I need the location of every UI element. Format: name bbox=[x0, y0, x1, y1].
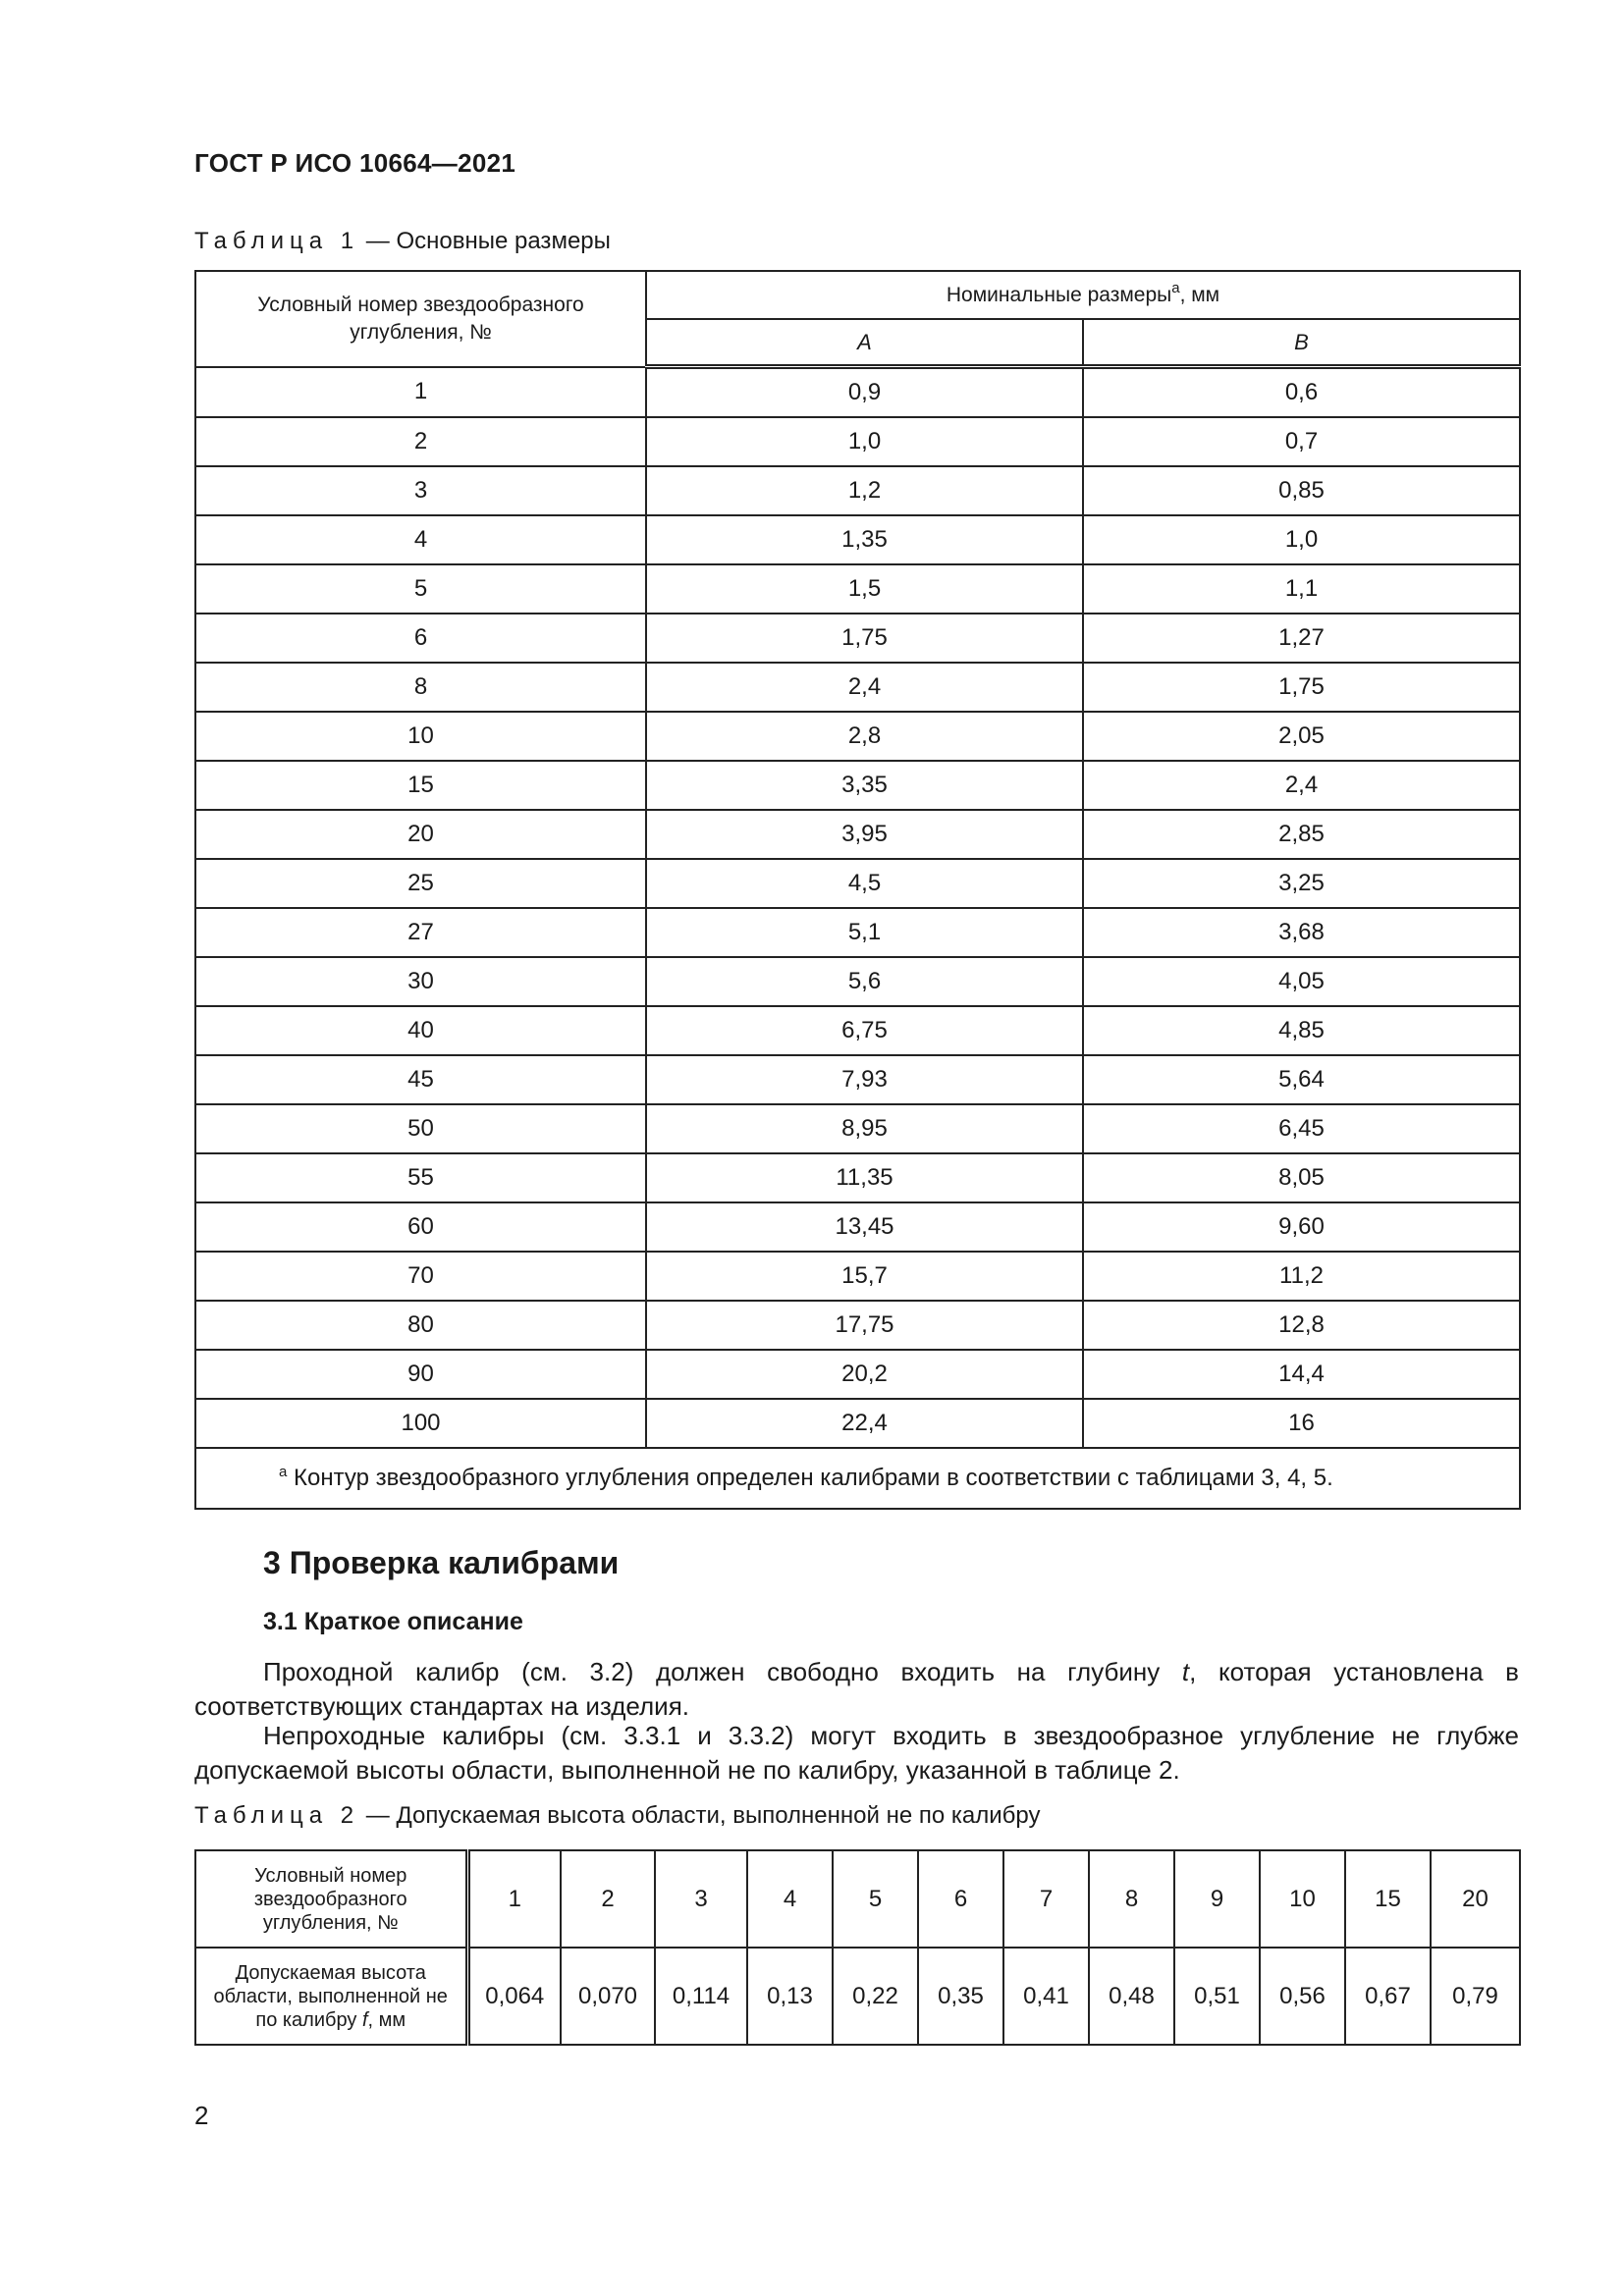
table1-row bbox=[195, 417, 1520, 466]
table1-cell-a: 7,93 bbox=[646, 1055, 1083, 1104]
table1-cell-b: 9,60 bbox=[1083, 1202, 1520, 1252]
table1-footnote-text: Контур звездообразного углубления определен калибрами в соответствии с таблицами 3, 4, 5. bbox=[287, 1465, 1333, 1491]
table1-row bbox=[195, 712, 1520, 761]
table1-cell-b: 0,85 bbox=[1083, 466, 1520, 515]
table1-cell-a: 5,1 bbox=[646, 908, 1083, 957]
table1-cell-a: 1,2 bbox=[646, 466, 1083, 515]
table1-cell-a: 1,5 bbox=[646, 564, 1083, 614]
table1-caption bbox=[194, 228, 611, 255]
table1-header-number: Условный номер звездообразного углубления, № bbox=[195, 271, 646, 367]
table1-header-nominal-unit: , мм bbox=[1179, 283, 1220, 306]
table1-caption-title: Основные размеры bbox=[396, 228, 611, 254]
table1-row bbox=[195, 1301, 1520, 1350]
table2-cell-height: 0,41 bbox=[1003, 1948, 1089, 2045]
table1-cell-number: 30 bbox=[195, 957, 646, 1006]
table1-cell-a: 1,35 bbox=[646, 515, 1083, 564]
table2-cell-number: 20 bbox=[1431, 1850, 1520, 1948]
table1-row bbox=[195, 810, 1520, 859]
table1-cell-number: 55 bbox=[195, 1153, 646, 1202]
table1-cell-b: 16 bbox=[1083, 1399, 1520, 1448]
paragraph-2-text: Непроходные калибры (см. 3.3.1 и 3.3.2) могут входить в звездообразное углубление не глубже допускаемой высоты области, выполненной не по калибру, указанной в таблице 2. bbox=[194, 1721, 1519, 1785]
table1-cell-number: 40 bbox=[195, 1006, 646, 1055]
table2-row-header-height-b: , мм bbox=[367, 2008, 406, 2031]
table1-cell-b: 14,4 bbox=[1083, 1350, 1520, 1399]
table2-cell-number: 4 bbox=[747, 1850, 833, 1948]
table1-row bbox=[195, 663, 1520, 712]
table1-cell-b: 2,4 bbox=[1083, 761, 1520, 810]
table2-cell-height: 0,35 bbox=[918, 1948, 1003, 2045]
table2-allowed-height bbox=[194, 1849, 1521, 2046]
table2-cell-height: 0,22 bbox=[833, 1948, 918, 2045]
table1-cell-a: 1,75 bbox=[646, 614, 1083, 663]
table1-row bbox=[195, 1202, 1520, 1252]
table1-main-dimensions bbox=[194, 270, 1521, 1510]
table2-cell-number: 15 bbox=[1345, 1850, 1431, 1948]
table1-row bbox=[195, 614, 1520, 663]
table1-header-b: B bbox=[1083, 319, 1520, 367]
table1-row bbox=[195, 564, 1520, 614]
table1-cell-a: 15,7 bbox=[646, 1252, 1083, 1301]
table2-cell-height: 0,48 bbox=[1089, 1948, 1174, 2045]
document-header: ГОСТ Р ИСО 10664—2021 bbox=[194, 148, 516, 178]
table1-row bbox=[195, 1399, 1520, 1448]
table1-row bbox=[195, 466, 1520, 515]
table2-cell-number: 8 bbox=[1089, 1850, 1174, 1948]
table2-cell-height: 0,064 bbox=[467, 1948, 561, 2045]
table1-row bbox=[195, 1006, 1520, 1055]
table1-cell-number: 1 bbox=[195, 367, 646, 418]
table1-cell-number: 20 bbox=[195, 810, 646, 859]
section-title: 3 Проверка калибрами bbox=[263, 1545, 620, 1580]
table2-row-header-height-a: Допускаемая высота области, выполненной не по калибру bbox=[213, 1961, 448, 2031]
table2-cell-height: 0,114 bbox=[655, 1948, 747, 2045]
table1-footnote-mark: a bbox=[279, 1464, 288, 1480]
table1-cell-a: 0,9 bbox=[646, 367, 1083, 418]
table1-cell-b: 1,1 bbox=[1083, 564, 1520, 614]
table1-cell-b: 0,6 bbox=[1083, 367, 1520, 418]
table1-cell-a: 2,8 bbox=[646, 712, 1083, 761]
table1-cell-number: 60 bbox=[195, 1202, 646, 1252]
table1-cell-a: 2,4 bbox=[646, 663, 1083, 712]
table1-caption-dash: — bbox=[359, 228, 397, 254]
table1-row bbox=[195, 908, 1520, 957]
table2-cell-height: 0,56 bbox=[1260, 1948, 1345, 2045]
table1-cell-number: 10 bbox=[195, 712, 646, 761]
paragraph-1 bbox=[194, 1655, 1519, 1724]
table2-cell-number: 9 bbox=[1174, 1850, 1260, 1948]
table2-cell-number: 2 bbox=[561, 1850, 655, 1948]
table1-cell-a: 5,6 bbox=[646, 957, 1083, 1006]
table1-row bbox=[195, 367, 1520, 418]
table1-cell-number: 25 bbox=[195, 859, 646, 908]
page-number: 2 bbox=[194, 2101, 209, 2130]
table1-row bbox=[195, 859, 1520, 908]
table1-cell-b: 4,85 bbox=[1083, 1006, 1520, 1055]
table2-row-header-number: Условный номер звездообразного углубления, № bbox=[195, 1850, 467, 1948]
table1-cell-number: 5 bbox=[195, 564, 646, 614]
table1-cell-a: 11,35 bbox=[646, 1153, 1083, 1202]
table1-row bbox=[195, 1153, 1520, 1202]
table1-cell-number: 90 bbox=[195, 1350, 646, 1399]
table2-row-header-height-f: f bbox=[361, 2008, 368, 2031]
table2-cell-number: 7 bbox=[1003, 1850, 1089, 1948]
table1-row bbox=[195, 1104, 1520, 1153]
table2-cell-height: 0,67 bbox=[1345, 1948, 1431, 2045]
table1-cell-a: 4,5 bbox=[646, 859, 1083, 908]
table2-cell-number: 10 bbox=[1260, 1850, 1345, 1948]
table2-cell-height: 0,070 bbox=[561, 1948, 655, 2045]
table1-cell-a: 1,0 bbox=[646, 417, 1083, 466]
table2-caption-title: Допускаемая высота области, выполненной не по калибру bbox=[396, 1802, 1041, 1829]
table1-footnote-row bbox=[195, 1448, 1520, 1509]
table1-cell-b: 0,7 bbox=[1083, 417, 1520, 466]
table1-cell-b: 1,27 bbox=[1083, 614, 1520, 663]
table2-cell-number: 3 bbox=[655, 1850, 747, 1948]
table2-cell-number: 1 bbox=[467, 1850, 561, 1948]
table1-cell-a: 20,2 bbox=[646, 1350, 1083, 1399]
table2-cell-height: 0,79 bbox=[1431, 1948, 1520, 2045]
table2-caption-dash: — bbox=[359, 1802, 397, 1829]
table1-cell-b: 2,05 bbox=[1083, 712, 1520, 761]
table1-cell-b: 2,85 bbox=[1083, 810, 1520, 859]
subsection-title: 3.1 Краткое описание bbox=[263, 1608, 523, 1635]
table1-row bbox=[195, 957, 1520, 1006]
table1-cell-b: 4,05 bbox=[1083, 957, 1520, 1006]
table1-cell-a: 8,95 bbox=[646, 1104, 1083, 1153]
table1-cell-number: 100 bbox=[195, 1399, 646, 1448]
table1-cell-a: 17,75 bbox=[646, 1301, 1083, 1350]
table1-cell-number: 70 bbox=[195, 1252, 646, 1301]
table2-cell-height: 0,13 bbox=[747, 1948, 833, 2045]
table1-cell-number: 80 bbox=[195, 1301, 646, 1350]
table1-footnote bbox=[195, 1448, 1520, 1509]
table1-cell-number: 15 bbox=[195, 761, 646, 810]
table1-header-nominal-text: Номинальные размеры bbox=[946, 283, 1172, 306]
table2-row-header-height bbox=[195, 1948, 467, 2045]
table2-caption bbox=[194, 1802, 1040, 1830]
paragraph-1-part-b: , которая установлена в соответствующих стандартах на изделия. bbox=[194, 1657, 1519, 1721]
table1-row bbox=[195, 515, 1520, 564]
table1-cell-b: 11,2 bbox=[1083, 1252, 1520, 1301]
table1-cell-b: 3,25 bbox=[1083, 859, 1520, 908]
paragraph-2 bbox=[194, 1719, 1519, 1788]
table1-cell-a: 3,95 bbox=[646, 810, 1083, 859]
paragraph-1-part-a: Проходной калибр (см. 3.2) должен свободно входить на глубину bbox=[263, 1657, 1182, 1686]
table1-cell-a: 3,35 bbox=[646, 761, 1083, 810]
table1-row bbox=[195, 1252, 1520, 1301]
table1-cell-number: 4 bbox=[195, 515, 646, 564]
table2-caption-label: Таблица 2 bbox=[194, 1802, 360, 1829]
table1-cell-b: 1,0 bbox=[1083, 515, 1520, 564]
table1-cell-b: 1,75 bbox=[1083, 663, 1520, 712]
table1-row bbox=[195, 1055, 1520, 1104]
table1-header-nominal bbox=[646, 271, 1520, 319]
table2-cell-number: 6 bbox=[918, 1850, 1003, 1948]
table1-cell-b: 6,45 bbox=[1083, 1104, 1520, 1153]
table1-cell-number: 8 bbox=[195, 663, 646, 712]
table1-cell-a: 22,4 bbox=[646, 1399, 1083, 1448]
table1-cell-b: 5,64 bbox=[1083, 1055, 1520, 1104]
table1-cell-number: 50 bbox=[195, 1104, 646, 1153]
table1-header-a: A bbox=[646, 319, 1083, 367]
table1-cell-b: 3,68 bbox=[1083, 908, 1520, 957]
table1-row bbox=[195, 1350, 1520, 1399]
table1-caption-label: Таблица 1 bbox=[194, 228, 360, 254]
table1-cell-b: 8,05 bbox=[1083, 1153, 1520, 1202]
table1-cell-a: 6,75 bbox=[646, 1006, 1083, 1055]
table1-cell-number: 45 bbox=[195, 1055, 646, 1104]
table1-cell-number: 27 bbox=[195, 908, 646, 957]
table1-header-nominal-sup: a bbox=[1171, 279, 1180, 296]
table1-row bbox=[195, 761, 1520, 810]
table1-cell-b: 12,8 bbox=[1083, 1301, 1520, 1350]
table1-cell-number: 3 bbox=[195, 466, 646, 515]
table2-cell-height: 0,51 bbox=[1174, 1948, 1260, 2045]
table1-cell-number: 2 bbox=[195, 417, 646, 466]
table1-cell-number: 6 bbox=[195, 614, 646, 663]
paragraph-1-t: t bbox=[1181, 1657, 1190, 1686]
table2-cell-number: 5 bbox=[833, 1850, 918, 1948]
table1-cell-a: 13,45 bbox=[646, 1202, 1083, 1252]
